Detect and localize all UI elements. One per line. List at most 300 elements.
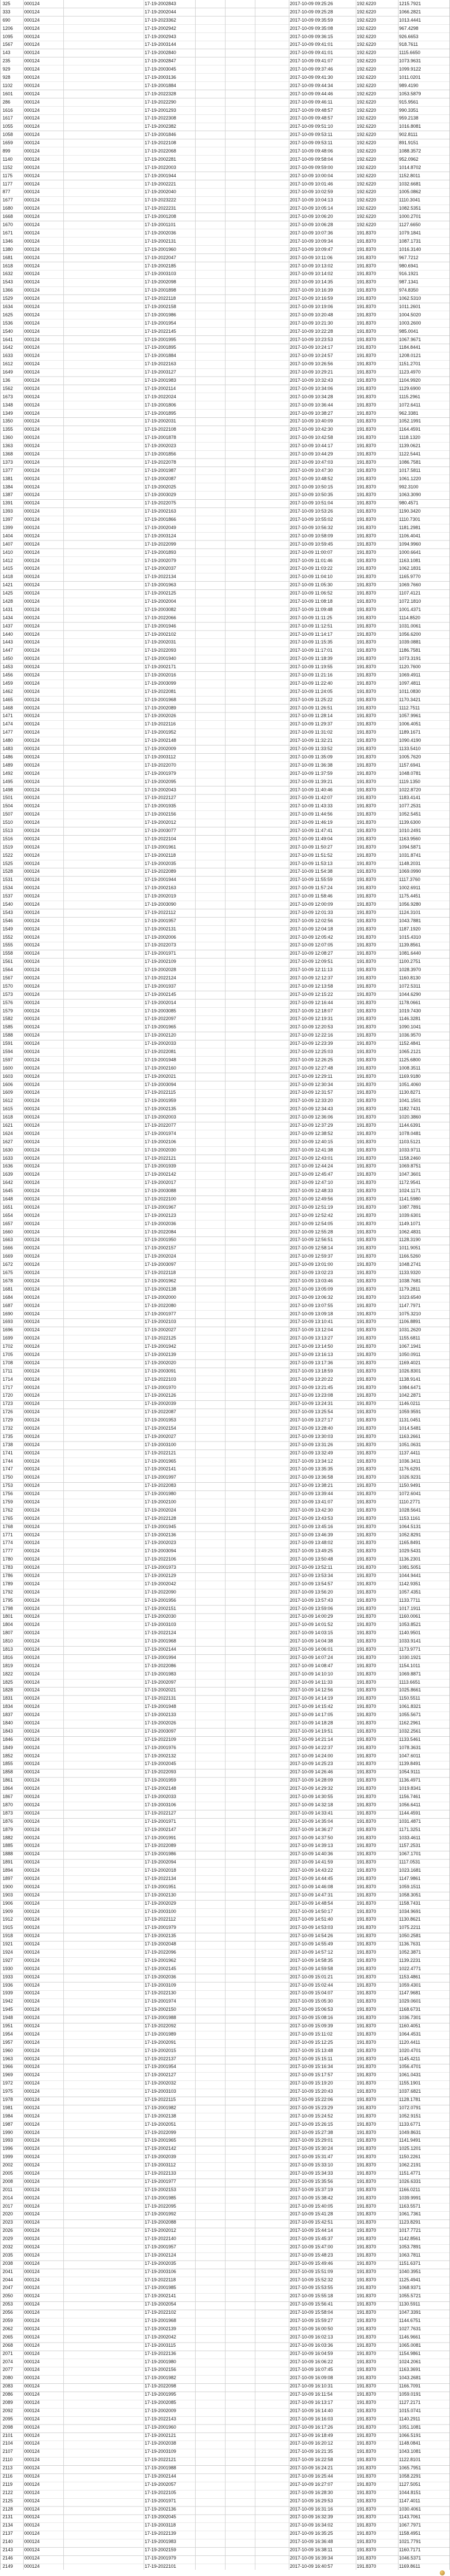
cell-rate: 191.8370 xyxy=(357,656,376,662)
table-row xyxy=(1,1637,449,1646)
table-row xyxy=(1,1679,449,1687)
table-row xyxy=(1,982,449,991)
cell-ticket-number: 17-19-2001962 xyxy=(145,1957,177,1963)
cell-amount: 1032.2561 xyxy=(399,1728,421,1734)
cell-ticket-number: 17-19-2022089 xyxy=(145,1843,177,1849)
cell-timestamp: 2017-10-09 09:48:57 xyxy=(290,115,333,121)
cell-timestamp: 2017-10-09 13:09:18 xyxy=(290,1311,333,1316)
table-row xyxy=(1,589,449,598)
cell-amount: 1117.3760 xyxy=(399,877,421,883)
table-row xyxy=(1,2497,449,2505)
cell-rate: 191.8370 xyxy=(357,1679,376,1685)
cell-amount: 1175.4451 xyxy=(399,893,421,899)
cell-timestamp: 2017-10-09 15:13:48 xyxy=(290,2047,333,2053)
cell-rate: 191.8370 xyxy=(357,2064,376,2070)
cell-ticket-number: 17-19-2002006 xyxy=(145,934,177,940)
table-row xyxy=(1,2284,449,2292)
cell-rate: 191.8370 xyxy=(357,1483,376,1488)
cell-timestamp: 2017-10-09 14:50:17 xyxy=(290,1908,333,1914)
cell-row-id: 1975 xyxy=(3,2089,13,2094)
cell-amount: 1031.2620 xyxy=(399,1327,421,1333)
cell-rate: 191.8370 xyxy=(357,688,376,694)
cell-rate: 191.8370 xyxy=(357,1859,376,1865)
cell-rate: 191.8370 xyxy=(357,2522,376,2528)
cell-timestamp: 2017-10-09 16:02:13 xyxy=(290,2334,333,2340)
cell-timestamp: 2017-10-09 15:35:56 xyxy=(290,2178,333,2184)
cell-rate: 191.8370 xyxy=(357,909,376,915)
cell-timestamp: 2017-10-09 15:04:07 xyxy=(290,1990,333,1996)
cell-timestamp: 2017-10-09 14:58:35 xyxy=(290,1957,333,1963)
cell-ticket-number: 17-19-2002138 xyxy=(145,1286,177,1292)
cell-row-id: 1786 xyxy=(3,1573,13,1578)
watermark-logo-icon xyxy=(440,2570,445,2575)
table-row xyxy=(1,311,449,319)
cell-account-code: 000124 xyxy=(24,1081,40,1087)
cell-rate: 191.8370 xyxy=(357,590,376,596)
cell-ticket-number: 17-19-2001997 xyxy=(145,1475,177,1480)
cell-row-id: 1951 xyxy=(3,2023,13,2028)
cell-amount: 1052.1991 xyxy=(399,418,421,424)
cell-account-code: 000124 xyxy=(24,1294,40,1300)
cell-row-id: 1459 xyxy=(3,680,13,686)
cell-timestamp: 2017-10-09 13:46:39 xyxy=(290,1532,333,1537)
table-row xyxy=(1,270,449,278)
cell-ticket-number: 17-19-2003077 xyxy=(145,827,177,833)
cell-account-code: 000124 xyxy=(24,287,40,293)
cell-account-code: 000124 xyxy=(24,1974,40,1979)
cell-amount: 1140.2911 xyxy=(399,2416,421,2421)
cell-ticket-number: 17-19-2002106 xyxy=(145,1139,177,1144)
cell-account-code: 000124 xyxy=(24,2481,40,2487)
cell-timestamp: 2017-10-09 11:09:48 xyxy=(290,606,333,612)
cell-ticket-number: 17-19-2003115 xyxy=(145,2342,176,2348)
cell-timestamp: 2017-10-09 14:59:58 xyxy=(290,1965,333,1971)
cell-row-id: 2089 xyxy=(3,2399,13,2405)
cell-account-code: 000124 xyxy=(24,173,40,178)
cell-ticket-number: 17-19-2002091 xyxy=(145,2039,177,2045)
cell-amount: 1046.5371 xyxy=(399,2555,421,2561)
cell-amount: 1127.2171 xyxy=(399,2399,421,2405)
cell-amount: 1014.5481 xyxy=(399,1425,421,1431)
cell-timestamp: 2017-10-09 14:22:37 xyxy=(290,1744,333,1750)
cell-row-id: 1894 xyxy=(3,1868,13,1873)
cell-account-code: 000124 xyxy=(24,1957,40,1963)
cell-timestamp: 2017-10-09 11:28:14 xyxy=(290,713,333,719)
cell-timestamp: 2017-10-09 15:24:52 xyxy=(290,2113,333,2119)
table-row xyxy=(1,139,449,147)
cell-row-id: 2017 xyxy=(3,2203,13,2209)
cell-account-code: 000124 xyxy=(24,1450,40,1455)
table-row xyxy=(1,884,449,892)
table-row xyxy=(1,1244,449,1252)
table-row xyxy=(1,41,449,49)
cell-rate: 191.8370 xyxy=(357,1925,376,1930)
cell-ticket-number: 17-19-2001979 xyxy=(145,2555,177,2561)
cell-timestamp: 2017-10-09 16:03:36 xyxy=(290,2342,333,2348)
cell-amount: 1063.7811 xyxy=(399,2252,421,2258)
cell-amount: 1163.5571 xyxy=(399,2203,421,2209)
cell-rate: 191.8370 xyxy=(357,2326,376,2331)
cell-timestamp: 2017-10-09 09:36:15 xyxy=(290,33,333,39)
cell-timestamp: 2017-10-09 12:54:05 xyxy=(290,1221,333,1226)
cell-amount: 1036.3411 xyxy=(399,1458,421,1464)
cell-ticket-number: 17-19-2002145 xyxy=(145,991,177,997)
cell-row-id: 1673 xyxy=(3,394,13,399)
cell-ticket-number: 17-19-2022083 xyxy=(145,1483,177,1488)
cell-account-code: 000124 xyxy=(24,1786,40,1791)
table-row xyxy=(1,696,449,704)
cell-account-code: 000124 xyxy=(24,721,40,727)
cell-timestamp: 2017-10-09 13:59:06 xyxy=(290,1605,333,1611)
table-row xyxy=(1,1875,449,1883)
cell-account-code: 000124 xyxy=(24,2072,40,2078)
table-row xyxy=(1,532,449,540)
cell-row-id: 1879 xyxy=(3,1826,13,1832)
cell-timestamp: 2017-10-09 15:42:51 xyxy=(290,2219,333,2225)
cell-row-id: 1412 xyxy=(3,557,13,563)
table-row xyxy=(1,507,449,516)
cell-timestamp: 2017-10-09 10:26:56 xyxy=(290,361,333,367)
cell-timestamp: 2017-10-09 13:12:04 xyxy=(290,1327,333,1333)
cell-row-id: 2041 xyxy=(3,2268,13,2274)
cell-ticket-number: 17-19-2001208 xyxy=(145,214,177,219)
cell-rate: 191.8370 xyxy=(357,1360,376,1365)
cell-row-id: 1616 xyxy=(3,107,13,113)
cell-account-code: 000124 xyxy=(24,827,40,833)
cell-account-code: 000124 xyxy=(24,2244,40,2250)
cell-ticket-number: 17-19-2002025 xyxy=(145,484,177,489)
cell-amount: 1094.9960 xyxy=(399,541,421,547)
cell-amount: 1058.2291 xyxy=(399,2473,421,2479)
table-row xyxy=(1,1425,449,1433)
cell-account-code: 000124 xyxy=(24,271,40,277)
cell-amount: 1056.6200 xyxy=(399,631,421,637)
cell-timestamp: 2017-10-09 10:24:17 xyxy=(290,345,333,350)
cell-rate: 191.8370 xyxy=(357,459,376,465)
cell-account-code: 000124 xyxy=(24,2359,40,2364)
table-row xyxy=(1,802,449,810)
cell-timestamp: 2017-10-09 15:09:39 xyxy=(290,2023,333,2028)
cell-amount: 1024.2061 xyxy=(399,2359,421,2364)
cell-rate: 191.8370 xyxy=(357,230,376,235)
cell-ticket-number: 17-19-2003097 xyxy=(145,1728,177,1734)
cell-row-id: 1831 xyxy=(3,1696,13,1701)
cell-rate: 191.8370 xyxy=(357,1933,376,1939)
table-row xyxy=(1,2088,449,2096)
cell-amount: 1067.7971 xyxy=(399,2522,421,2528)
cell-ticket-number: 17-19-2022108 xyxy=(145,427,177,432)
cell-ticket-number: 17-19-2001968 xyxy=(145,2318,177,2324)
cell-row-id: 1666 xyxy=(3,1245,13,1251)
table-row xyxy=(1,999,449,1007)
cell-row-id: 1434 xyxy=(3,615,13,620)
cell-ticket-number: 17-19-2022104 xyxy=(145,836,177,841)
cell-timestamp: 2017-10-09 12:08:27 xyxy=(290,951,333,956)
cell-account-code: 000124 xyxy=(24,435,40,440)
cell-rate: 191.8370 xyxy=(357,1507,376,1513)
cell-ticket-number: 17-19-2001973 xyxy=(145,1565,177,1570)
cell-account-code: 000124 xyxy=(24,770,40,776)
cell-ticket-number: 17-19-2022145 xyxy=(145,328,177,334)
table-row xyxy=(1,2112,449,2121)
cell-account-code: 000124 xyxy=(24,2547,40,2552)
cell-row-id: 1744 xyxy=(3,1458,13,1464)
table-row xyxy=(1,1138,449,1146)
table-row xyxy=(1,0,449,8)
cell-timestamp: 2017-10-09 15:30:24 xyxy=(290,2146,333,2151)
cell-account-code: 000124 xyxy=(24,189,40,195)
cell-rate: 191.8370 xyxy=(357,2244,376,2250)
cell-row-id: 1765 xyxy=(3,1515,13,1521)
table-row xyxy=(1,2546,449,2554)
cell-account-code: 000124 xyxy=(24,1949,40,1955)
cell-timestamp: 2017-10-09 13:32:49 xyxy=(290,1450,333,1455)
table-row xyxy=(1,925,449,934)
cell-amount: 1163.9560 xyxy=(399,836,421,841)
cell-ticket-number: 17-19-2001101 xyxy=(145,222,176,228)
table-row xyxy=(1,1826,449,1834)
cell-rate: 191.8370 xyxy=(357,2236,376,2242)
cell-row-id: 1699 xyxy=(3,1335,13,1341)
cell-timestamp: 2017-10-09 10:51:04 xyxy=(290,500,333,506)
cell-rate: 192.6220 xyxy=(357,33,376,39)
cell-timestamp: 2017-10-09 14:48:54 xyxy=(290,1900,333,1906)
table-row xyxy=(1,1122,449,1130)
cell-ticket-number: 17-19-2001957 xyxy=(145,2244,177,2250)
cell-timestamp: 2017-10-09 15:56:41 xyxy=(290,2301,333,2307)
cell-timestamp: 2017-10-09 10:47:03 xyxy=(290,459,333,465)
cell-amount: 1149.1071 xyxy=(399,1221,421,1226)
cell-amount: 1118.1320 xyxy=(399,435,421,440)
cell-ticket-number: 17-19-2022080 xyxy=(145,1302,177,1308)
cell-timestamp: 2017-10-09 11:57:24 xyxy=(290,885,333,891)
table-row xyxy=(1,1416,449,1425)
cell-row-id: 1513 xyxy=(3,827,13,833)
cell-account-code: 000124 xyxy=(24,533,40,538)
cell-amount: 1031.8741 xyxy=(399,852,421,858)
cell-ticket-number: 17-19-2003045 xyxy=(145,66,177,72)
table-row xyxy=(1,1555,449,1564)
cell-account-code: 000124 xyxy=(24,1344,40,1349)
cell-amount: 1124.3101 xyxy=(399,909,421,915)
table-row xyxy=(1,1220,449,1228)
cell-ticket-number: 17-19-2001965 xyxy=(145,1458,177,1464)
cell-amount: 1127.5051 xyxy=(399,2481,421,2487)
cell-amount: 1148.2031 xyxy=(399,860,421,866)
cell-amount: 1073.3191 xyxy=(399,656,421,662)
cell-account-code: 000124 xyxy=(24,623,40,629)
table-row xyxy=(1,254,449,262)
cell-row-id: 1717 xyxy=(3,1384,13,1390)
cell-row-id: 1672 xyxy=(3,1262,13,1267)
cell-timestamp: 2017-10-09 11:21:16 xyxy=(290,672,333,678)
cell-rate: 191.8370 xyxy=(357,582,376,588)
cell-row-id: 1732 xyxy=(3,1425,13,1431)
cell-rate: 191.8370 xyxy=(357,476,376,481)
cell-amount: 1025.8661 xyxy=(399,1687,421,1693)
cell-row-id: 1840 xyxy=(3,1720,13,1726)
cell-ticket-number: 17-19-2003082 xyxy=(145,606,177,612)
cell-ticket-number: 17-19-2022086 xyxy=(145,1663,177,1668)
cell-timestamp: 2017-10-09 11:29:37 xyxy=(290,721,333,727)
cell-account-code: 000124 xyxy=(24,82,40,88)
cell-rate: 191.8370 xyxy=(357,2399,376,2405)
table-row xyxy=(1,16,449,25)
cell-row-id: 1843 xyxy=(3,1728,13,1734)
cell-ticket-number: 17-19-2022118 xyxy=(145,296,176,301)
cell-row-id: 1633 xyxy=(3,353,13,359)
cell-rate: 191.8370 xyxy=(357,606,376,612)
cell-row-id: 1858 xyxy=(3,1769,13,1775)
cell-amount: 1075.2211 xyxy=(399,1925,421,1930)
cell-row-id: 1771 xyxy=(3,1532,13,1537)
cell-ticket-number: 17-19-2001895 xyxy=(145,410,177,416)
cell-row-id: 2119 xyxy=(3,2481,13,2487)
cell-row-id: 1585 xyxy=(3,1024,13,1030)
cell-account-code: 000124 xyxy=(24,615,40,620)
cell-rate: 191.8370 xyxy=(357,1704,376,1709)
cell-ticket-number: 17-19-2001971 xyxy=(145,2498,177,2503)
cell-ticket-number: 17-19-2022101 xyxy=(145,2563,177,2569)
cell-rate: 191.8370 xyxy=(357,1196,376,1202)
cell-amount: 1163.3691 xyxy=(399,2367,421,2372)
cell-timestamp: 2017-10-09 14:53:03 xyxy=(290,1925,333,1930)
cell-timestamp: 2017-10-09 11:46:19 xyxy=(290,820,333,825)
cell-timestamp: 2017-10-09 13:42:30 xyxy=(290,1507,333,1513)
table-row xyxy=(1,491,449,499)
cell-account-code: 000124 xyxy=(24,2473,40,2479)
cell-timestamp: 2017-10-09 15:17:57 xyxy=(290,2072,333,2078)
cell-account-code: 000124 xyxy=(24,2416,40,2421)
cell-account-code: 000124 xyxy=(24,1933,40,1939)
cell-rate: 191.8370 xyxy=(357,705,376,710)
cell-account-code: 000124 xyxy=(24,2326,40,2331)
table-row xyxy=(1,434,449,442)
cell-amount: 1081.6440 xyxy=(399,951,421,956)
table-row xyxy=(1,1654,449,1662)
cell-ticket-number: 17-19-2001959 xyxy=(145,1777,177,1783)
cell-ticket-number: 17-19-2022099 xyxy=(145,2129,177,2135)
cell-account-code: 000124 xyxy=(24,1589,40,1595)
cell-timestamp: 2017-10-09 14:15:42 xyxy=(290,1704,333,1709)
cell-timestamp: 2017-10-09 12:18:07 xyxy=(290,1008,333,1013)
cell-rate: 191.8370 xyxy=(357,827,376,833)
cell-rate: 191.8370 xyxy=(357,1581,376,1586)
cell-account-code: 000124 xyxy=(24,1188,40,1194)
cell-amount: 1011.9051 xyxy=(399,1245,421,1251)
cell-amount: 1051.4060 xyxy=(399,1081,421,1087)
cell-account-code: 000124 xyxy=(24,476,40,481)
cell-row-id: 1642 xyxy=(3,1180,13,1185)
cell-row-id: 1641 xyxy=(3,336,13,342)
table-row xyxy=(1,1981,449,1990)
cell-account-code: 000124 xyxy=(24,1245,40,1251)
table-row xyxy=(1,1539,449,1547)
table-row xyxy=(1,1621,449,1629)
cell-rate: 191.8370 xyxy=(357,1900,376,1906)
cell-timestamp: 2017-10-09 12:01:33 xyxy=(290,909,333,915)
cell-rate: 191.8370 xyxy=(357,1384,376,1390)
cell-ticket-number: 17-19-2001884 xyxy=(145,82,177,88)
table-row xyxy=(1,2538,449,2546)
cell-row-id: 1373 xyxy=(3,459,13,465)
cell-rate: 192.6220 xyxy=(357,91,376,96)
cell-rate: 191.8370 xyxy=(357,1319,376,1325)
cell-ticket-number: 17-19-2022092 xyxy=(145,2023,177,2028)
cell-account-code: 000124 xyxy=(24,1835,40,1840)
table-row xyxy=(1,1670,449,1679)
cell-rate: 191.8370 xyxy=(357,1393,376,1398)
table-row xyxy=(1,1744,449,1752)
cell-amount: 1107.4121 xyxy=(399,590,421,596)
table-row xyxy=(1,1924,449,1932)
cell-timestamp: 2017-10-09 13:23:08 xyxy=(290,1393,333,1398)
cell-amount: 989.4190 xyxy=(399,82,419,88)
cell-amount: 1097.4811 xyxy=(399,680,421,686)
table-row xyxy=(1,1908,449,1916)
cell-row-id: 1936 xyxy=(3,1982,13,1988)
cell-ticket-number: 17-19-2002126 xyxy=(145,1393,177,1398)
cell-ticket-number: 17-19-2001962 xyxy=(145,1278,177,1283)
cell-rate: 191.8370 xyxy=(357,648,376,653)
table-row xyxy=(1,786,449,794)
cell-row-id: 1501 xyxy=(3,795,13,801)
cell-account-code: 000124 xyxy=(24,525,40,530)
cell-amount: 1125.4941 xyxy=(399,2277,421,2282)
table-row xyxy=(1,1629,449,1637)
cell-rate: 191.8370 xyxy=(357,1294,376,1300)
cell-rate: 191.8370 xyxy=(357,991,376,997)
cell-row-id: 1477 xyxy=(3,730,13,735)
table-row xyxy=(1,344,449,352)
cell-ticket-number: 17-19-2003127 xyxy=(145,369,177,375)
cell-amount: 1136.2301 xyxy=(399,1556,421,1562)
table-row xyxy=(1,2513,449,2521)
cell-row-id: 1930 xyxy=(3,1965,13,1971)
cell-account-code: 000124 xyxy=(24,1196,40,1202)
cell-timestamp: 2017-10-09 11:17:01 xyxy=(290,648,333,653)
cell-amount: 1158.7431 xyxy=(399,1900,421,1906)
cell-rate: 191.8370 xyxy=(357,1327,376,1333)
cell-row-id: 1525 xyxy=(3,860,13,866)
cell-timestamp: 2017-10-09 15:51:09 xyxy=(290,2268,333,2274)
cell-amount: 1136.4971 xyxy=(399,1777,421,1783)
table-row xyxy=(1,262,449,270)
cell-timestamp: 2017-10-09 10:53:26 xyxy=(290,509,333,514)
table-row xyxy=(1,442,449,450)
cell-account-code: 000124 xyxy=(24,2432,40,2438)
cell-ticket-number: 17-19-2001893 xyxy=(145,549,177,555)
cell-rate: 191.8370 xyxy=(357,1311,376,1316)
cell-timestamp: 2017-10-09 10:14:35 xyxy=(290,279,333,285)
table-row xyxy=(1,1031,449,1040)
cell-rate: 191.8370 xyxy=(357,303,376,309)
table-row xyxy=(1,2358,449,2366)
cell-ticket-number: 17-19-2001953 xyxy=(145,1417,177,1423)
cell-account-code: 000124 xyxy=(24,2424,40,2430)
cell-amount: 1131.0451 xyxy=(399,1417,421,1423)
cell-amount: 1055.5671 xyxy=(399,1712,421,1718)
cell-timestamp: 2017-10-09 14:29:32 xyxy=(290,1786,333,1791)
cell-timestamp: 2017-10-09 12:52:42 xyxy=(290,1212,333,1218)
cell-ticket-number: 17-19-2022098 xyxy=(145,2383,177,2389)
cell-row-id: 2143 xyxy=(3,2547,13,2552)
cell-ticket-number: 17-19-2001944 xyxy=(145,173,177,178)
cell-ticket-number: 17-19-2022140 xyxy=(145,2236,177,2242)
cell-row-id: 1368 xyxy=(3,451,13,456)
cell-rate: 191.8370 xyxy=(357,2252,376,2258)
table-row xyxy=(1,2342,449,2350)
